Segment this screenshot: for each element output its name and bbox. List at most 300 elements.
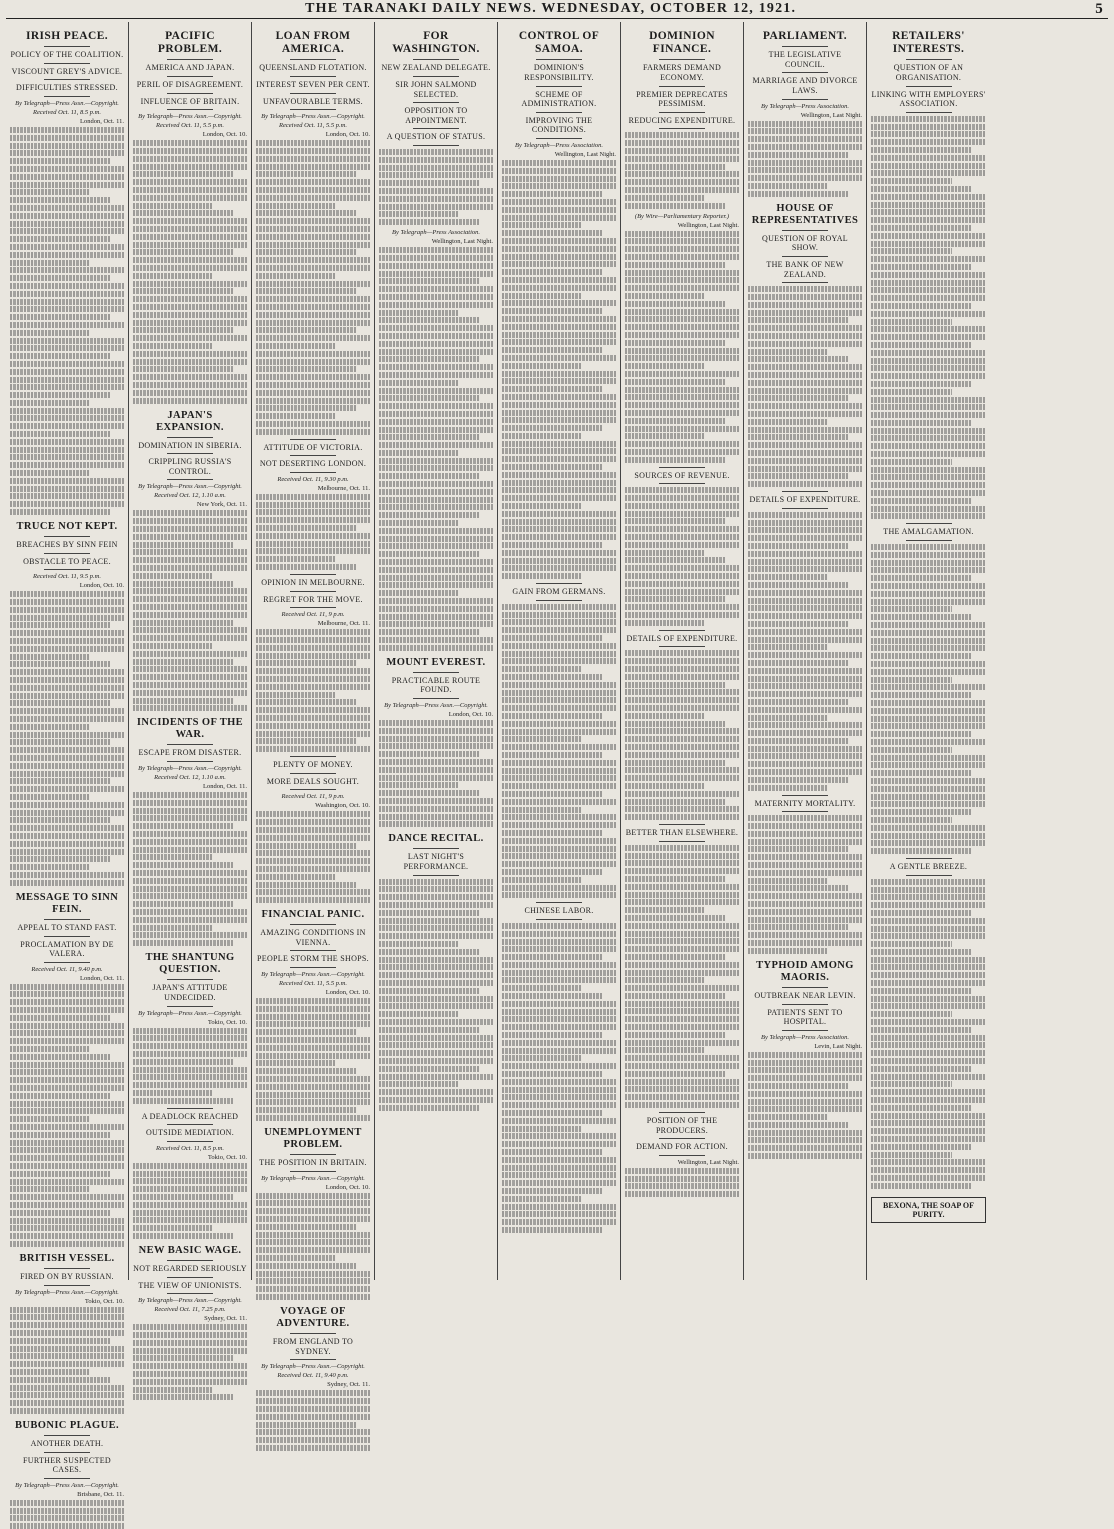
text-line: [748, 333, 862, 339]
text-line: [748, 294, 862, 300]
text-line: [748, 419, 828, 425]
article-deck: BREACHES BY SINN FEIN: [16, 540, 118, 550]
text-line: [625, 892, 739, 898]
text-line: [871, 404, 986, 410]
article-headline: PARLIAMENT.: [762, 30, 848, 42]
text-line: [379, 575, 493, 581]
text-line: [625, 985, 739, 991]
text-line: [502, 371, 616, 377]
article: [871, 858, 986, 1189]
text-line: [133, 242, 247, 248]
text-line: [10, 984, 124, 990]
divider-rule: [536, 86, 582, 87]
text-line: [379, 720, 493, 726]
text-line: [748, 940, 862, 946]
text-line: [625, 371, 739, 377]
text-line: [502, 519, 616, 525]
text-line: [133, 265, 247, 271]
text-line: [625, 526, 739, 532]
article-deck: UNFAVOURABLE TERMS.: [263, 96, 363, 106]
text-line: [502, 573, 582, 579]
text-line: [625, 705, 739, 711]
text-line: [379, 278, 479, 284]
text-line: [256, 811, 370, 817]
text-line: [871, 833, 986, 839]
article-dateline: London, Oct. 10.: [202, 131, 247, 139]
article-body: [625, 132, 739, 208]
text-line: [10, 447, 124, 453]
text-line: [10, 1361, 124, 1367]
text-line: [133, 1163, 247, 1169]
text-line: [748, 730, 862, 736]
text-line: [256, 874, 336, 880]
text-line: [10, 1210, 110, 1216]
article-deck: ATTITUDE OF VICTORIA.: [263, 442, 363, 452]
article-dateline: London, Oct. 11.: [80, 118, 124, 125]
text-line: [379, 388, 493, 394]
text-line: [10, 470, 90, 476]
text-line: [871, 645, 986, 651]
text-line: [256, 1193, 370, 1199]
article-dateline: Wellington, Last Night.: [677, 1158, 739, 1166]
text-line: [502, 627, 616, 633]
text-line: [871, 319, 952, 325]
text-line: [379, 1042, 493, 1048]
text-line: [502, 1102, 616, 1108]
text-line: [871, 412, 986, 418]
text-line: [379, 286, 493, 292]
divider-rule: [413, 875, 459, 876]
text-line: [502, 736, 582, 742]
divider-rule: [290, 1333, 336, 1334]
text-line: [625, 340, 725, 346]
text-line: [10, 599, 124, 605]
text-line: [10, 275, 110, 281]
text-line: [871, 295, 986, 301]
article-body: [256, 494, 370, 570]
text-line: [625, 238, 739, 244]
divider-rule: [906, 875, 952, 876]
text-line: [502, 1165, 616, 1171]
text-line: [10, 408, 124, 414]
text-line: [256, 390, 370, 396]
text-line: [256, 148, 370, 154]
received-line: Received Oct. 11, 5.5 p.m.: [156, 122, 224, 130]
article-dateline: London, Oct. 10.: [448, 711, 493, 719]
divider-rule: [413, 145, 459, 146]
text-line: [502, 1180, 616, 1186]
article-body: [256, 1193, 370, 1300]
article-byline: By Telegraph—Press Assn.—Copyright.: [261, 1363, 365, 1371]
text-line: [10, 1116, 90, 1122]
text-line: [256, 897, 370, 903]
text-line: [748, 121, 862, 127]
text-line: [10, 299, 124, 305]
article-deck: LINKING WITH EMPLOYERS' ASSOCIATION.: [871, 89, 986, 109]
text-line: [748, 1067, 862, 1073]
text-line: [502, 300, 616, 306]
text-line: [871, 848, 972, 854]
text-line: [871, 186, 972, 192]
text-line: [256, 398, 370, 404]
text-line: [379, 933, 493, 939]
text-line: [133, 1210, 247, 1216]
text-line: [256, 494, 370, 500]
text-line: [502, 705, 616, 711]
text-line: [748, 707, 862, 713]
article-deck: OUTBREAK NEAR LEVIN.: [754, 990, 856, 1000]
text-line: [748, 566, 862, 572]
text-line: [871, 817, 952, 823]
divider-rule: [44, 569, 90, 570]
text-line: [871, 716, 986, 722]
text-line: [871, 287, 986, 293]
text-line: [871, 1089, 986, 1095]
divider-rule: [782, 795, 828, 796]
text-line: [625, 433, 705, 439]
text-line: [748, 411, 862, 417]
text-line: [133, 327, 233, 333]
article-deck: PRACTICABLE ROUTE FOUND.: [391, 675, 481, 695]
article-headline: HOUSE OF REPRESENTATIVES: [751, 202, 859, 226]
text-line: [871, 1128, 986, 1134]
text-line: [10, 1369, 90, 1375]
divider-rule: [659, 1155, 705, 1156]
divider-rule: [167, 1124, 213, 1125]
text-line: [871, 661, 986, 667]
text-line: [10, 1241, 124, 1247]
divider-rule: [536, 600, 582, 601]
text-line: [133, 1178, 247, 1184]
text-line: [10, 638, 124, 644]
article-dateline: Sydney, Oct. 11.: [204, 1315, 247, 1323]
text-line: [748, 746, 862, 752]
text-line: [10, 1500, 124, 1506]
divider-rule: [782, 987, 828, 988]
text-line: [256, 1200, 370, 1206]
article: [379, 657, 493, 828]
text-line: [256, 1247, 370, 1253]
text-line: [256, 1255, 336, 1261]
text-line: [748, 761, 862, 767]
text-line: [502, 1141, 616, 1147]
text-line: [10, 182, 124, 188]
text-line: [625, 387, 739, 393]
text-line: [10, 189, 90, 195]
divider-rule: [659, 467, 705, 468]
article-dateline: Tokio, Oct. 10.: [84, 1297, 124, 1305]
article-dateline: Melbourne, Oct. 11.: [317, 484, 370, 492]
divider-rule: [782, 508, 828, 509]
text-line: [133, 932, 247, 938]
divider-rule: [413, 128, 459, 129]
received-line: Received Oct. 11, 9.40 p.m.: [277, 1372, 349, 1380]
text-line: [502, 1157, 616, 1163]
text-line: [133, 312, 247, 318]
text-line: [133, 1387, 213, 1393]
article-headline: UNEMPLOYMENT PROBLEM.: [264, 1126, 362, 1151]
text-line: [379, 590, 459, 596]
text-line: [379, 395, 479, 401]
text-line: [502, 448, 616, 454]
text-line: [256, 645, 370, 651]
text-line: [379, 172, 493, 178]
text-line: [748, 152, 848, 158]
article-dateline: Tokio, Oct. 10.: [207, 1018, 247, 1026]
text-line: [379, 458, 493, 464]
text-line: [133, 886, 247, 892]
text-line: [256, 171, 356, 177]
text-line: [133, 1340, 247, 1346]
column-5: [498, 22, 621, 1280]
divider-rule: [290, 607, 336, 608]
article: [133, 410, 247, 712]
text-line: [379, 759, 493, 765]
text-line: [748, 909, 862, 915]
text-line: [256, 653, 370, 659]
article-body: [625, 650, 739, 820]
text-line: [379, 751, 479, 757]
text-line: [871, 980, 986, 986]
text-line: [748, 466, 862, 472]
text-line: [502, 269, 602, 275]
text-line: [133, 643, 213, 649]
text-line: [256, 288, 356, 294]
text-line: [10, 423, 124, 429]
text-line: [502, 534, 616, 540]
divider-rule: [413, 102, 459, 103]
article-body: [10, 591, 124, 885]
article-deck: PERIL OF DISAGREEMENT.: [136, 80, 244, 90]
text-line: [10, 1038, 124, 1044]
article-byline: By Telegraph—Press Assn.—Copyright.: [15, 1481, 119, 1489]
divider-rule: [167, 1260, 213, 1261]
article: [748, 203, 862, 487]
text-line: [379, 465, 493, 471]
text-line: [502, 246, 616, 252]
text-line: [379, 606, 493, 612]
text-line: [10, 794, 90, 800]
text-line: [748, 1153, 862, 1159]
article-deck: PROCLAMATION BY DE VALERA.: [20, 939, 114, 959]
text-line: [748, 924, 848, 930]
text-line: [10, 856, 110, 862]
text-line: [871, 311, 986, 317]
text-line: [379, 411, 493, 417]
text-line: [379, 775, 493, 781]
text-line: [379, 188, 493, 194]
text-line: [256, 548, 370, 554]
text-line: [625, 363, 705, 369]
text-line: [625, 689, 739, 695]
text-line: [133, 226, 247, 232]
text-line: [256, 715, 370, 721]
text-line: [379, 520, 459, 526]
text-line: [10, 330, 90, 336]
text-line: [748, 356, 848, 362]
article-byline: By Telegraph—Press Assn.—Copyright.: [261, 1174, 365, 1182]
advertisement-title: BEXONA, THE SOAP OF PURITY.: [883, 1200, 974, 1219]
article-byline: By Telegraph—Press Association.: [760, 1033, 850, 1041]
text-line: [502, 682, 616, 688]
article-dateline: London, Oct. 10.: [325, 989, 370, 996]
text-line: [256, 707, 370, 713]
received-line: Received Oct. 11, 9 p.m.: [281, 793, 345, 801]
text-line: [256, 541, 370, 547]
text-line: [256, 195, 370, 201]
text-line: [256, 210, 356, 216]
article-deck: APPEAL TO STAND FAST.: [17, 922, 117, 932]
text-line: [502, 433, 582, 439]
text-line: [379, 333, 493, 339]
text-line: [502, 954, 602, 960]
text-line: [379, 356, 479, 362]
text-line: [133, 831, 247, 837]
text-line: [133, 666, 247, 672]
text-line: [502, 1024, 616, 1030]
divider-rule: [290, 789, 336, 790]
text-line: [133, 1394, 233, 1400]
text-line: [871, 202, 986, 208]
text-line: [625, 565, 739, 571]
text-line: [10, 1132, 110, 1138]
article-body: [748, 121, 862, 197]
text-line: [748, 1083, 848, 1089]
text-line: [502, 744, 616, 750]
divider-rule: [167, 1108, 213, 1109]
received-line: Received Oct. 11, 8.5 p.m.: [33, 109, 101, 116]
divider-rule: [413, 672, 459, 673]
article-byline: By Telegraph—Press Association.: [760, 102, 850, 110]
text-line: [625, 1063, 739, 1069]
divider-rule: [413, 848, 459, 849]
article-dateline: Wellington, Last Night.: [431, 238, 493, 246]
divider-rule: [290, 574, 336, 575]
text-line: [133, 304, 247, 310]
text-line: [502, 814, 616, 820]
text-line: [379, 886, 493, 892]
text-line: [256, 1045, 370, 1051]
divider-rule: [167, 1006, 213, 1007]
text-line: [256, 882, 356, 888]
text-line: [379, 489, 493, 495]
text-line: [748, 613, 862, 619]
text-line: [625, 682, 725, 688]
article-deck: INFLUENCE OF BRITAIN.: [140, 96, 240, 106]
text-line: [379, 782, 459, 788]
text-line: [379, 598, 493, 604]
text-line: [133, 351, 247, 357]
text-line: [10, 732, 124, 738]
text-line: [625, 1168, 739, 1174]
text-line: [625, 1008, 739, 1014]
text-line: [379, 559, 493, 565]
text-line: [10, 747, 124, 753]
text-line: [502, 456, 616, 462]
text-line: [256, 1107, 356, 1113]
text-line: [133, 1051, 247, 1057]
text-line: [871, 498, 972, 504]
text-line: [379, 728, 493, 734]
text-line: [379, 957, 493, 963]
text-line: [10, 763, 124, 769]
text-line: [625, 853, 739, 859]
text-line: [625, 534, 739, 540]
text-line: [133, 359, 247, 365]
text-line: [502, 1110, 602, 1116]
article-deck: OPPOSITION TO APPOINTMENT.: [404, 106, 468, 125]
text-line: [10, 724, 90, 730]
article-headline: IRISH PEACE.: [25, 30, 109, 42]
text-line: [256, 179, 370, 185]
text-line: [256, 1429, 370, 1435]
text-line: [871, 474, 986, 480]
text-line: [133, 249, 233, 255]
text-line: [502, 853, 616, 859]
divider-rule: [167, 1277, 213, 1278]
article-dateline: London, Oct. 11.: [80, 974, 124, 982]
article: [256, 574, 370, 752]
divider-rule: [44, 1478, 90, 1479]
text-line: [871, 1136, 986, 1142]
text-line: [625, 767, 739, 773]
text-line: [625, 907, 705, 913]
text-line: [502, 176, 616, 182]
text-line: [748, 839, 862, 845]
text-line: [133, 690, 247, 696]
text-line: [871, 170, 986, 176]
text-line: [502, 1172, 616, 1178]
text-line: [379, 821, 493, 827]
text-line: [379, 567, 493, 573]
text-line: [379, 372, 493, 378]
divider-rule: [413, 76, 459, 77]
text-line: [748, 380, 862, 386]
text-line: [133, 815, 247, 821]
text-line: [256, 296, 370, 302]
text-line: [256, 320, 370, 326]
text-line: [133, 1379, 247, 1385]
column-4: [375, 22, 498, 1280]
text-line: [625, 246, 739, 252]
text-line: [133, 281, 247, 287]
text-line: [625, 760, 725, 766]
text-line: [502, 619, 616, 625]
text-line: [871, 163, 986, 169]
text-line: [133, 870, 247, 876]
divider-rule: [167, 109, 213, 110]
text-line: [256, 1406, 370, 1412]
text-line: [10, 1523, 124, 1529]
text-line: [625, 293, 705, 299]
text-line: [625, 791, 739, 797]
article-deck: DIFFICULTIES STRESSED.: [16, 83, 118, 93]
text-line: [748, 442, 862, 448]
article: [748, 491, 862, 790]
text-line: [625, 931, 739, 937]
text-line: [256, 850, 370, 856]
text-line: [502, 277, 616, 283]
article-byline: By Telegraph—Press Assn.—Copyright.: [138, 483, 242, 491]
text-line: [625, 1071, 725, 1077]
text-line: [10, 135, 124, 141]
article-body: [625, 1168, 739, 1197]
newspaper-title: THE TARANAKI DAILY NEWS. WEDNESDAY, OCTOBER 12, 1921.: [305, 1, 797, 16]
divider-rule: [290, 924, 336, 925]
text-line: [133, 398, 247, 404]
text-line: [256, 1390, 370, 1396]
text-line: [133, 1225, 213, 1231]
